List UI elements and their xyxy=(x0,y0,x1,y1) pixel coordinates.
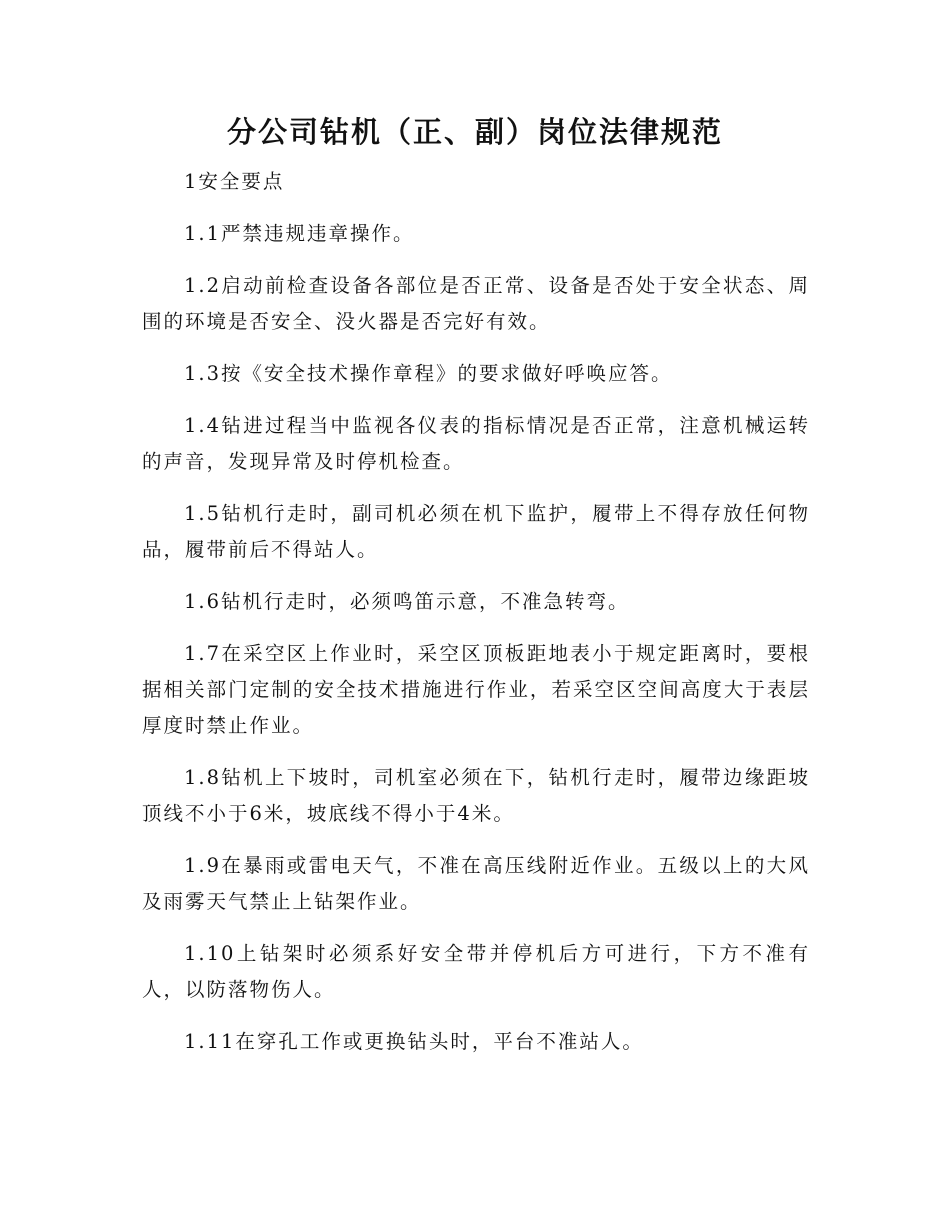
rule-paragraph: 1.4钻进过程当中监视各仪表的指标情况是否正常，注意机械运转的声音，发现异常及时停机检查。 xyxy=(142,414,810,473)
document-body xyxy=(142,164,810,1076)
rule-paragraph: 1.11在穿孔工作或更换钻头时，平台不准站人。 xyxy=(184,1030,644,1053)
rule-paragraph: 1.3按《安全技术操作章程》的要求做好呼唤应答。 xyxy=(184,362,673,385)
section-heading: 1安全要点 xyxy=(184,170,285,193)
rule-paragraph: 1.6钻机行走时，必须鸣笛示意，不准急转弯。 xyxy=(184,590,630,613)
rule-paragraph: 1.9在暴雨或雷电天气，不准在高压线附近作业。五级以上的大风及雨雾天气禁止上钻架作业。 xyxy=(142,854,810,913)
rule-paragraph: 1.1严禁违规违章操作。 xyxy=(184,222,415,245)
rule-paragraph: 1.7在采空区上作业时，采空区顶板距地表小于规定距离时，要根据相关部门定制的安全技术措施进行作业，若采空区空间高度大于表层厚度时禁止作业。 xyxy=(142,642,810,737)
rule-paragraph: 1.5钻机行走时，副司机必须在机下监护，履带上不得存放任何物品，履带前后不得站人。 xyxy=(142,502,810,561)
rule-paragraph: 1.2启动前检查设备各部位是否正常、设备是否处于安全状态、周围的环境是否安全、没火器是否完好有效。 xyxy=(142,274,810,333)
document-title: 分公司钻机（正、副）岗位法律规范 xyxy=(226,115,723,149)
rule-paragraph: 1.10上钻架时必须系好安全带并停机后方可进行，下方不准有人，以防落物伤人。 xyxy=(142,942,810,1001)
rule-paragraph: 1.8钻机上下坡时，司机室必须在下，钻机行走时，履带边缘距坡顶线不小于6米，坡底线不得小于4米。 xyxy=(142,766,810,825)
